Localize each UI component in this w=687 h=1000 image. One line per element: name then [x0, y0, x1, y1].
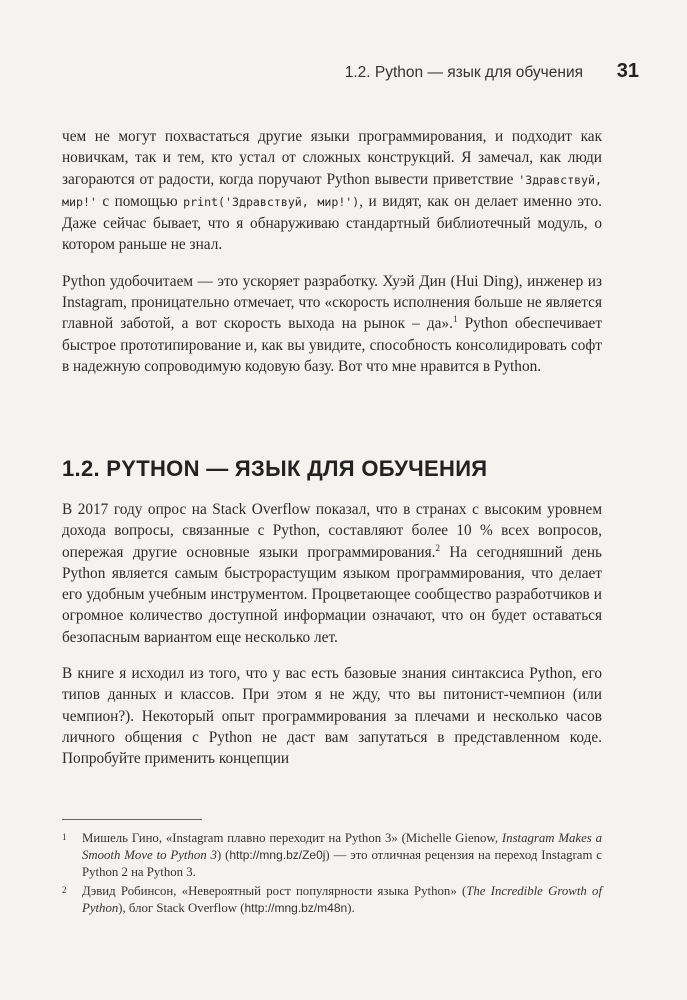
inline-code: print('Здравствуй, мир!'): [183, 194, 360, 209]
body-text-bottom: [62, 499, 602, 785]
footnote: 2 Дэвид Робинсон, «Невероятный рост популярности языка Python» (The Incredible Growth of Python), блог Stack Overflow (http://mng.bz/m48n).: [62, 883, 602, 917]
book-title: Instagram Makes a Smooth Move to Python 3: [82, 831, 602, 863]
paragraph-4: В книге я исходил из того, что у вас есть базовые знания синтаксиса Python, его типов данных и классов. При этом я не жду, что вы питонист-чемпион (или чемпион?). Некоторый опыт программирования за плечами и несколько часов личного общения с Python не даст вам запутаться в представленном коде. Попробуйте применить концепции: [62, 665, 602, 768]
footnote-link[interactable]: http://mng.bz/Ze0j: [229, 848, 326, 863]
inline-code: 'Здравствуй, мир!': [62, 172, 602, 209]
paragraph-2: Python удобочитаем — это ускоряет разработку. Хуэй Дин (Hui Ding), инженер из Instagram, проницательно отмечает, что «скорость исполнения больше не является главной заботой, а вот скорость выхода на рынок – да».$^1$ Python обеспечивает быстрое прототипирование и, как вы увидите, способность консолидировать софт в надежную сопроводимую кодовую базу. Вот что мне нравится в Python.: [62, 272, 602, 375]
paragraph-1: чем не могут похвастаться другие языки программирования, и подходит как новичкам, так и тем, кто устал от сложных конструкций. Я замечал, как люди загораются от радости, когда поручают Python вывести приветствие 'Здравствуй, мир!' с помощью print('Здравствуй, мир!'), и видят, как он делает именно это. Даже сейчас бывает, что я обнаруживаю стандартный библиотечный модуль, о котором раньше не знал.: [62, 128, 602, 254]
footnote-link[interactable]: http://mng.bz/m48n: [244, 900, 348, 915]
footnote-ref[interactable]: 2: [435, 542, 440, 553]
page-number: 31: [616, 60, 639, 82]
body-text-top: [62, 126, 602, 392]
section-heading: 1.2. PYTHON — ЯЗЫК ДЛЯ ОБУЧЕНИЯ: [62, 456, 488, 481]
paragraph-3: В 2017 году опрос на Stack Overflow показал, что в странах с высоким уровнем дохода вопросы, связанные с Python, составляют более 10 % всех вопросов, опережая другие основные языки программирования.$^2$ На сегодняшний день Python является самым быстрорастущим языком программирования, что делает его удобным учебным инструментом. Процветающее сообщество разработчиков и огромное количество доступной информации означают, что он будет оставаться безопасным вариантом еще несколько лет.: [62, 501, 602, 646]
running-header: 1.2. Python — язык для обучения: [344, 64, 583, 81]
footnotes: [62, 830, 602, 918]
footnote-ref[interactable]: 1: [452, 314, 458, 325]
footnote-mark: 1: [62, 832, 67, 842]
footnote-mark: 2: [62, 884, 67, 895]
article-title: The Incredible Growth of Python: [82, 883, 603, 915]
footnote: 1 Мишель Гино, «Instagram плавно переходит на Python 3» (Michelle Gienow, Instagram Makes a Smooth Move to Python 3) (http://mng.bz/Ze0j) — это отличная рецензия на переход Instagram с Python 2 на Python 3.: [62, 830, 602, 882]
footnote-divider: [62, 819, 202, 820]
